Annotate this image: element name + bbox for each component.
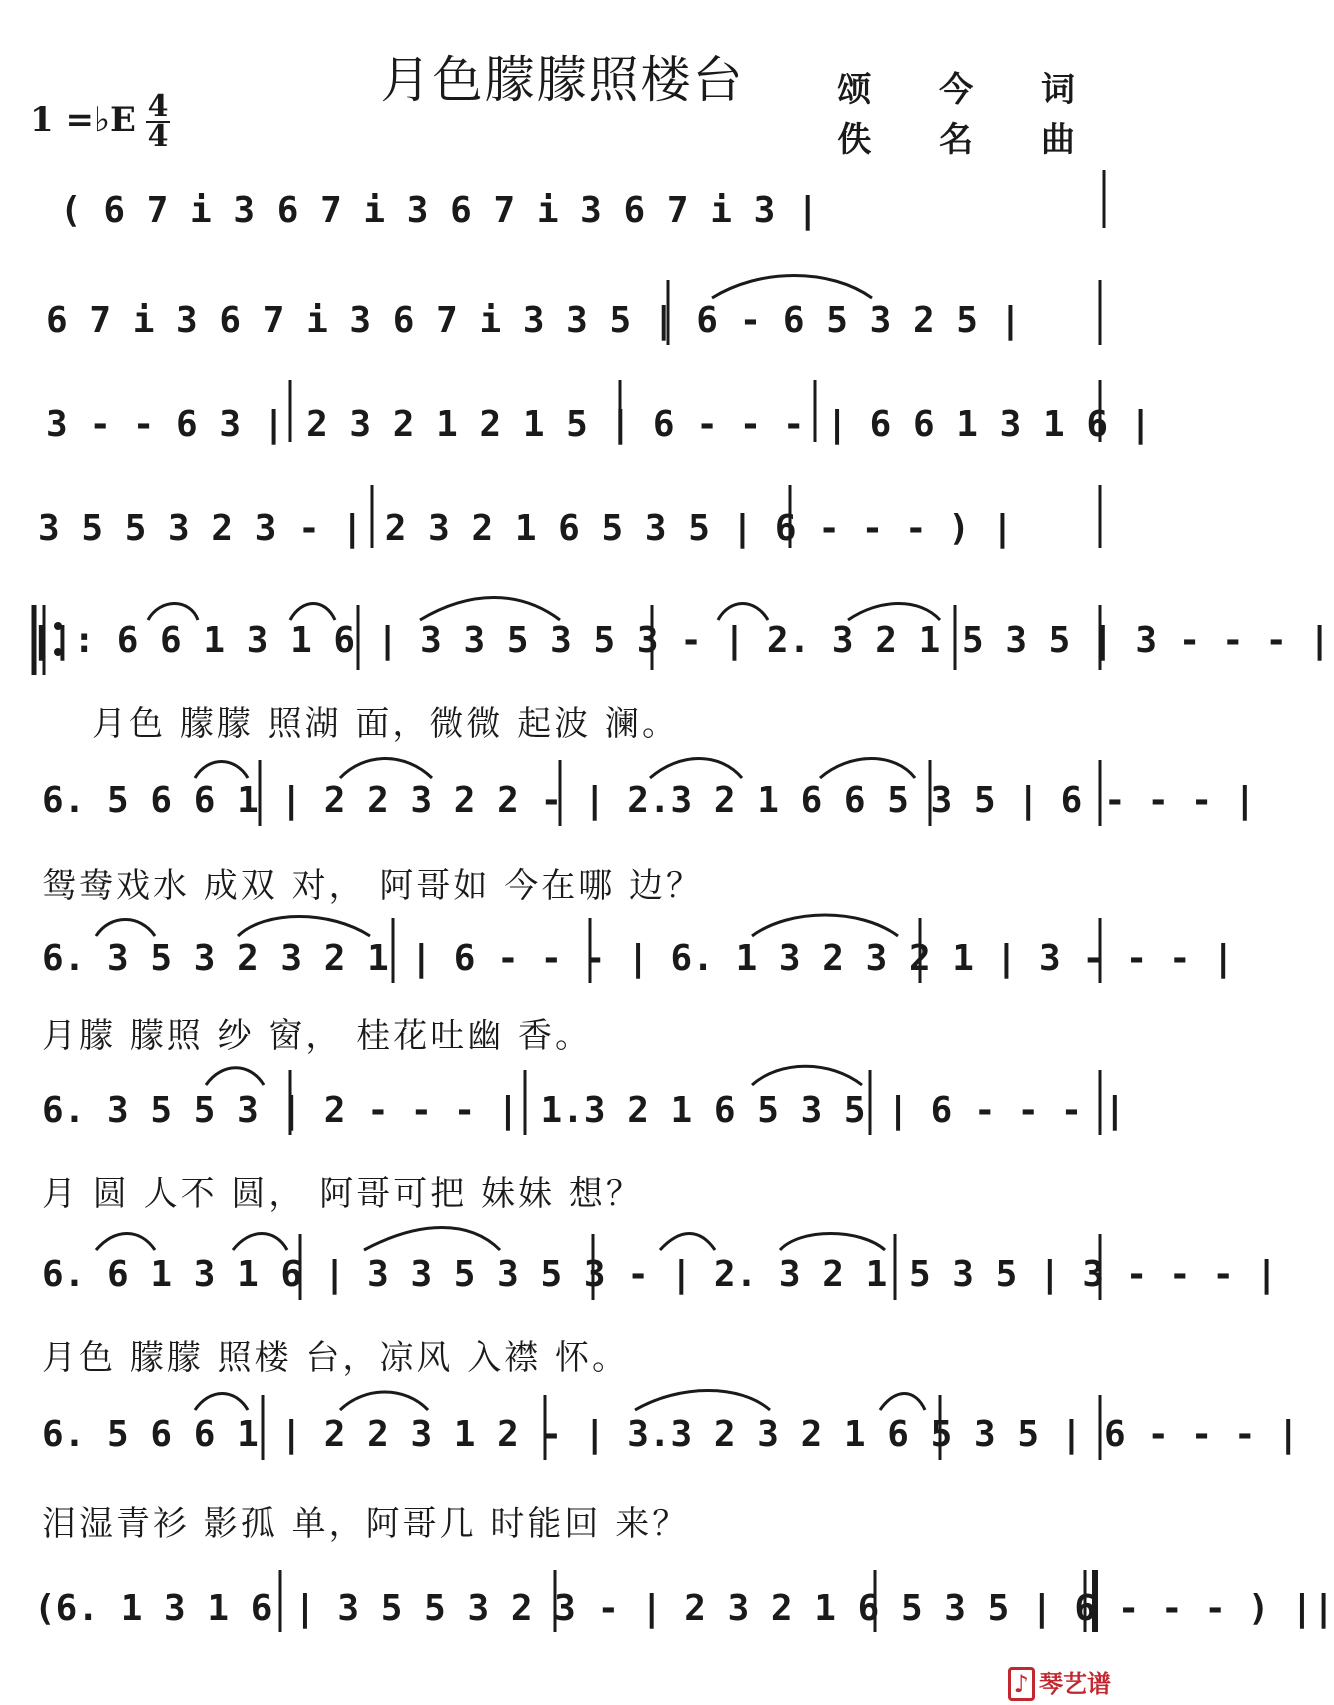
song-title: 月色朦朦照楼台	[380, 51, 745, 109]
staff-row-1: ( 6 7 i 3 6 7 i 3 6 7 i 3 6 7 i 3 |	[60, 190, 819, 231]
staff-row-6: 6. 5 6 6 1 | 2 2 3 2 2 - | 2.3 2 1 6 6 5 3 5 | 6 - - - |	[42, 780, 1256, 821]
staff-row-11: (6. 1 3 1 6 | 3 5 5 3 2 3 - | 2 3 2 1 6 5 3 5 | 6 - - - ) ||	[34, 1588, 1334, 1629]
staff-row-7: 6. 3 5 3 2 3 2 1 | 6 - - - | 6. 1 3 2 3 2 1 | 3 - - - |	[42, 938, 1235, 979]
staff-row-2: 6 7 i 3 6 7 i 3 6 7 i 3 3 5 | 6 - 6 5 3 2 5 |	[46, 300, 1022, 341]
staff-row-3: 3 - - 6 3 | 2 3 2 1 2 1 5 | 6 - - - | 6 6 1 3 1 6 |	[46, 404, 1152, 445]
staff-row-5: ||: 6 6 1 3 1 6 | 3 3 5 3 5 3 - | 2. 3 2 1 5 3 5 | 3 - - - |	[30, 620, 1331, 661]
time-sig-bottom: 4	[147, 119, 169, 154]
lyric-line-6: 泪湿青衫 影孤 单，阿哥几 时能回 来？	[42, 1504, 690, 1544]
lyric-line-3: 月朦 朦照 纱 窗， 桂花吐幽 香。	[42, 1016, 593, 1056]
watermark-text: 琴艺谱	[1039, 1670, 1111, 1698]
time-sig-top: 4	[147, 89, 169, 124]
key-signature: 1 =♭E	[30, 100, 136, 140]
lyric-line-2: 鸳鸯戏水 成双 对， 阿哥如 今在哪 边？	[42, 866, 704, 906]
logo-icon: ♪	[1008, 1667, 1035, 1701]
lyric-line-5: 月色 朦朦 照楼 台，凉风 入襟 怀。	[42, 1338, 630, 1378]
watermark-logo	[1008, 1664, 1111, 1699]
composer-credit: 佚 名 曲	[837, 120, 1103, 160]
staff-row-8: 6. 3 5 5 3 | 2 - - - | 1.3 2 1 6 5 3 5 | 6 - - - |	[42, 1090, 1126, 1131]
lyric-line-4: 月 圆 人不 圆， 阿哥可把 妹妹 想？	[42, 1174, 643, 1214]
lyricist-credit: 颂 今 词	[837, 70, 1103, 110]
staff-row-10: 6. 5 6 6 1 | 2 2 3 1 2 - | 3.3 2 3 2 1 6 5 3 5 | 6 - - - |	[42, 1414, 1300, 1455]
staff-row-4: 3 5 5 3 2 3 - | 2 3 2 1 6 5 3 5 | 6 - - - ) |	[38, 508, 1014, 549]
lyric-line-1: 月色 朦朦 照湖 面，微微 起波 澜。	[92, 704, 680, 744]
staff-row-9: 6. 6 1 3 1 6 | 3 3 5 3 5 3 - | 2. 3 2 1 5 3 5 | 3 - - - |	[42, 1254, 1278, 1295]
